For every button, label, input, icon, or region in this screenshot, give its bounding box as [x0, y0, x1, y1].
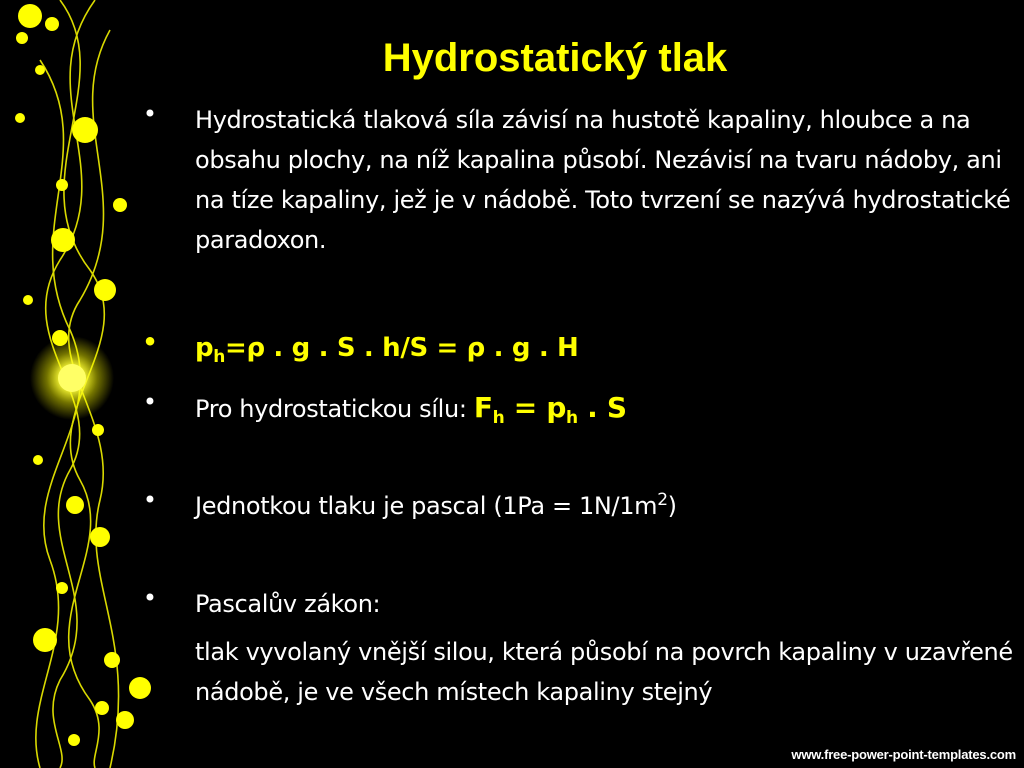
bullet-dot: •: [142, 584, 158, 612]
formula-mid: = p: [504, 391, 567, 424]
decor-dot: [116, 711, 134, 729]
formula-rest: =ρ . g . S . h/S = ρ . g . H: [225, 333, 579, 363]
decor-dot: [94, 279, 116, 301]
decor-dot: [90, 527, 110, 547]
decor-dot: [33, 628, 57, 652]
bullet-text-pascal-unit: [195, 486, 1015, 526]
bullet-text-hydrostatic-force-formula: [195, 388, 1015, 429]
formula-pressure: [195, 328, 1015, 368]
bullet-text-pascal-law: Pascalův zákon:: [195, 590, 381, 618]
formula-p: p: [195, 333, 214, 363]
decor-dot: [33, 455, 43, 465]
decor-dot: [45, 17, 59, 31]
decor-dot: [113, 198, 127, 212]
bullet-dot: •: [142, 486, 158, 514]
decor-dot: [51, 228, 75, 252]
decor-dot: [23, 295, 33, 305]
decor-dot: [56, 179, 68, 191]
decorative-border: [0, 0, 160, 768]
formula-subscript: h: [566, 408, 578, 428]
bullet-dot: •: [142, 328, 158, 356]
bullet-dot: •: [142, 100, 158, 128]
formula-subscript: h: [213, 347, 226, 367]
decor-dot: [66, 496, 84, 514]
footer-url: www.free-power-point-templates.com: [791, 747, 1016, 762]
decor-dot: [16, 32, 28, 44]
slide-title: Hydrostatický tlak: [382, 36, 728, 80]
bullet-dot: •: [142, 388, 158, 416]
formula-end: . S: [577, 391, 627, 424]
decor-dot: [68, 734, 80, 746]
decor-dot: [95, 701, 109, 715]
decor-dot: [72, 117, 98, 143]
formula-force: [473, 391, 627, 428]
decor-dot: [35, 65, 45, 75]
force-prefix: Pro hydrostatickou sílu:: [195, 395, 474, 423]
decor-dot: [104, 652, 120, 668]
unit-superscript: 2: [657, 490, 668, 510]
decor-dot: [129, 677, 151, 699]
decor-dot: [15, 113, 25, 123]
decor-dot: [92, 424, 104, 436]
formula-F: F: [473, 391, 493, 424]
decor-dot: [18, 4, 42, 28]
glow-orb-core: [58, 364, 86, 392]
unit-text: Jednotkou tlaku je pascal (1Pa = 1N/1m: [195, 492, 658, 520]
decor-dot: [56, 582, 68, 594]
unit-end: ): [667, 492, 677, 520]
bullet-text-hydrostatic-force: Hydrostatická tlaková síla závisí na hustotě kapaliny, hloubce a na obsahu plochy, na níž kapalina působí. Nezávisí na tvaru nádoby, ani na tíze kapaliny, jež je v nádobě. Toto tvrzení se nazývá hydrostatické paradoxon.: [195, 106, 1011, 254]
formula-subscript: h: [492, 408, 505, 428]
pascal-law-description: tlak vyvolaný vnější silou, která působí na povrch kapaliny v uzavřené nádobě, je ve všech místech kapaliny stejný: [195, 638, 1013, 706]
